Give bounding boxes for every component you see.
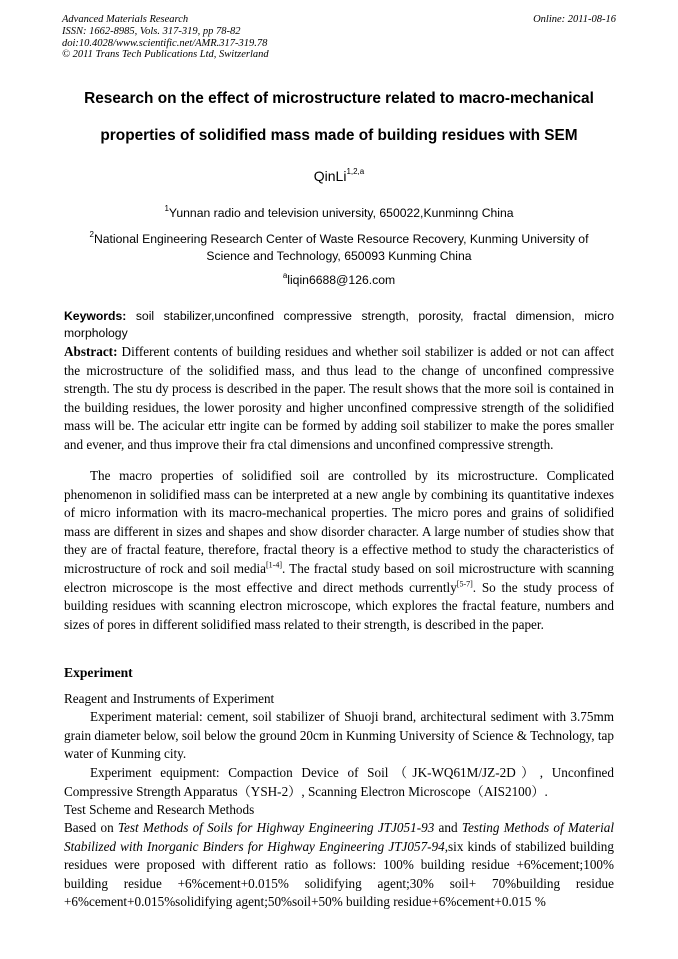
intro-paragraph (64, 467, 614, 634)
paper-title-line-1: Research on the effect of microstructure related to macro-mechanical (84, 90, 594, 107)
scheme-standard-2: Testing Methods of Material Stabilized with Inorganic Binders for Highway Engineering JTJ057-94 (64, 820, 614, 854)
scheme-text-1: Based on (64, 820, 118, 835)
test-scheme-paragraph (64, 819, 614, 912)
affiliation-2 (70, 227, 608, 265)
copyright-line: © 2011 Trans Tech Publications Ltd, Switzerland (62, 49, 269, 61)
subsection-reagents: Reagent and Instruments of Experiment (64, 691, 275, 706)
author-superscript: 1,2,a (346, 167, 365, 177)
keywords-label: Keywords: (64, 309, 127, 323)
affiliation-2-text: National Engineering Research Center of Waste Resource Recovery, Kunming University of Science and Technology, 650093 Kunming China (93, 232, 589, 264)
keywords-text: soil stabilizer,unconfined compressive strength, porosity, fractal dimension, micro morphology (64, 309, 614, 340)
citation-5-7: [5-7] (456, 579, 473, 589)
affiliation-2-marker: 2 (89, 230, 94, 239)
affiliation-1 (70, 201, 608, 222)
affiliation-1-text: Yunnan radio and television university, 650022,Kunminng China (168, 206, 514, 221)
author (0, 168, 678, 184)
doi-line: doi:10.4028/www.scientific.net/AMR.317-319.78 (62, 37, 268, 49)
section-heading-experiment: Experiment (64, 665, 133, 680)
online-date: Online: 2011-08-16 (533, 14, 616, 25)
journal-header (62, 14, 616, 61)
abstract-label: Abstract: (64, 344, 118, 359)
journal-name: Advanced Materials Research (62, 14, 189, 25)
email-text: liqin6688@126.com (287, 273, 396, 288)
author-email (70, 268, 608, 289)
keywords (64, 308, 614, 342)
email-marker: a (282, 271, 288, 280)
scheme-text-2: and (434, 820, 462, 835)
paper-title-line-2: properties of solidified mass made of building residues with SEM (100, 127, 578, 144)
subsection-test-scheme: Test Scheme and Research Methods (64, 802, 255, 817)
issn-line: ISSN: 1662-8985, Vols. 317-319, pp 78-82 (62, 25, 241, 37)
abstract-text: Different contents of building residues and whether soil stabilizer is added or not can affect the microstructure of the solidified mass, and thus lead to the change of unconfined compressive strength. The stu dy process is described in the paper. The result shows that the more soil is contained in the building residues, the lower porosity and higher unconfined compressive strength of the solidified mass will be. The acicular ettr ingite can be formed by adding soil stabilizer to make the pores smaller and evener, and thus improve their fra ctal dimensions and unconfined compressive strength. (64, 344, 614, 452)
intro-text-3: . So the study process of building residues with scanning electron microscope, which explores the fractal feature, numbers and sizes of pores in different solidified mass related to their strength, is described in the paper. (64, 579, 614, 632)
experiment-material: Experiment material: cement, soil stabilizer of Shuoji brand, architectural sediment with 3.75mm grain diameter below, soil below the ground 20cm in Kunming University of Science & Technology, tap water of Kunming city. (64, 709, 614, 762)
intro-text-2: . The fractal study based on soil microstructure with scanning electron microscope is the most effective and direct methods currently (64, 560, 614, 595)
affiliation-1-marker: 1 (164, 204, 169, 213)
experiment-equipment: Experiment equipment: Compaction Device of Soil（JK-WQ61M/JZ-2D）, Unconfined Compressive Strength Apparatus（YSH-2）, Scanning Electron Microscope（AIS2100）. (64, 765, 614, 799)
citation-1-4: [1-4] (266, 560, 283, 570)
author-name: QinLi (313, 168, 347, 184)
scheme-text-3: ,six kinds of stabilized building residues were proposed with different ratio as follows: 100% building residue +6%cement;100% building residue +6%cement+0.015% solidifying agent;30% soil+ 70%building residue +6%cement+0.015%solidifying agent;50%soil+50% building residue+6%cement+0.015 % (64, 838, 614, 910)
intro-text-1: The macro properties of solidified soil are controlled by its microstructure. Complicated phenomenon in solidified mass can be interpreted at a new angle by combining its quantitative indexes of micro information with its macro-mechanical properties. The micro pores and grains of solidified mass are different in sizes and shapes and show disorder character. A large number of studies show that they are of fractal feature, therefore, fractal theory is a effective method to study the characteristics of microstructure of rock and soil media (64, 468, 614, 576)
scheme-standard-1: Test Methods of Soils for Highway Engineering JTJ051-93 (117, 820, 435, 835)
abstract (64, 343, 614, 455)
